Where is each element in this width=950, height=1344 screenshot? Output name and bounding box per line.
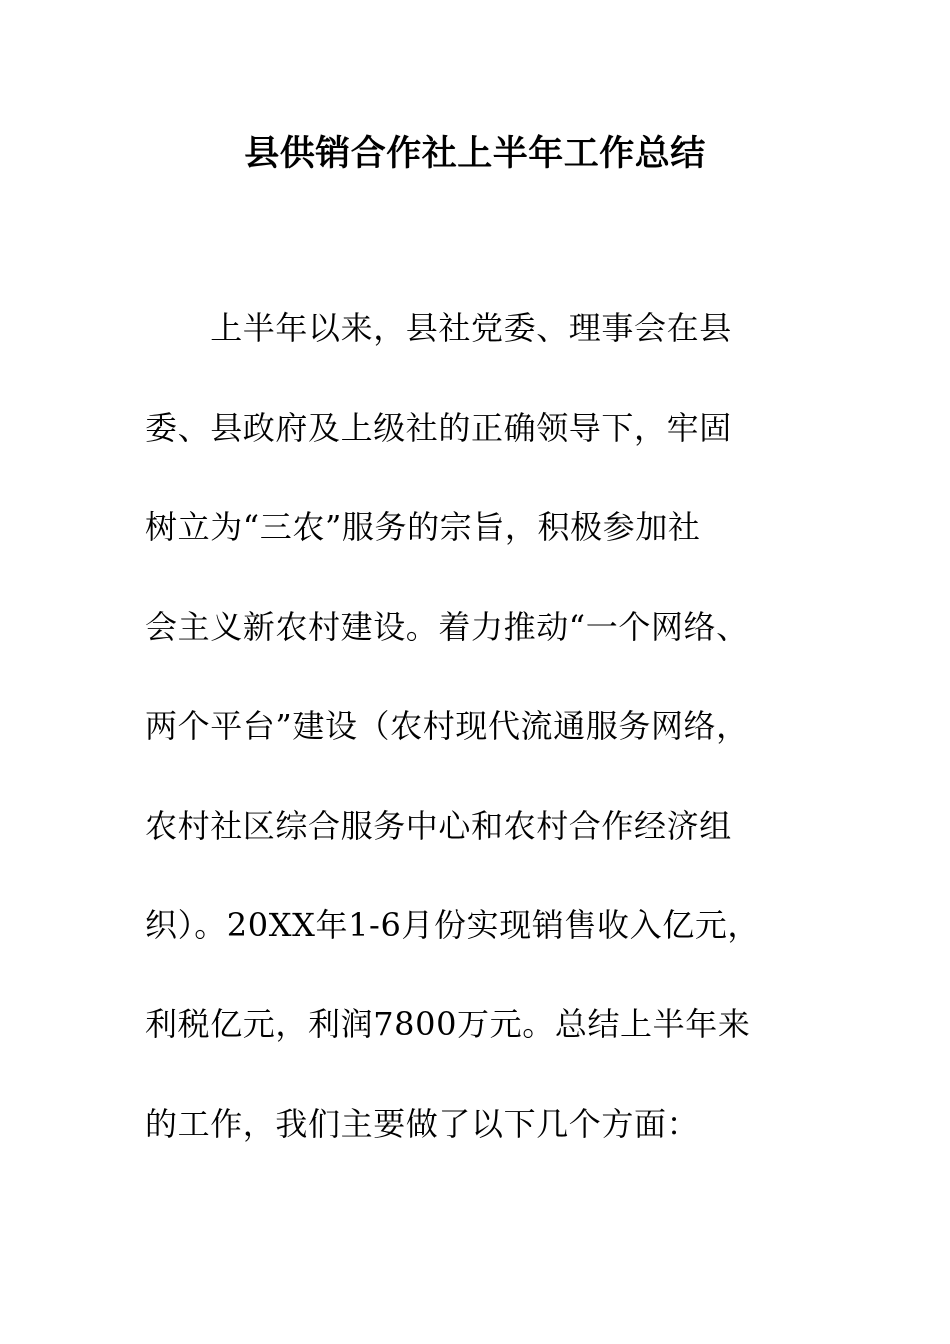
paragraph-line-3: 树立为“三农”服务的宗旨，积极参加社: [145, 508, 701, 546]
paragraph-line-5: 两个平台”建设（农村现代流通服务网络，: [145, 707, 749, 745]
paragraph-line-9: 的工作，我们主要做了以下几个方面：: [145, 1105, 700, 1143]
paragraph-line-1: 上半年以来，县社党委、理事会在县: [145, 309, 732, 347]
document-title: 县供销合作社上半年工作总结: [244, 134, 706, 174]
paragraph-line-8: 利税亿元，利润7800万元。总结上半年来: [145, 1005, 751, 1043]
paragraph-line-4: 会主义新农村建设。着力推动“一个网络、: [145, 608, 749, 646]
paragraph-line-2: 委、县政府及上级社的正确领导下，牢固: [145, 409, 732, 447]
paragraph-line-6: 农村社区综合服务中心和农村合作经济组: [145, 807, 732, 845]
paragraph-line-7: 织）。20XX年1-6月份实现销售收入亿元，: [145, 906, 761, 944]
